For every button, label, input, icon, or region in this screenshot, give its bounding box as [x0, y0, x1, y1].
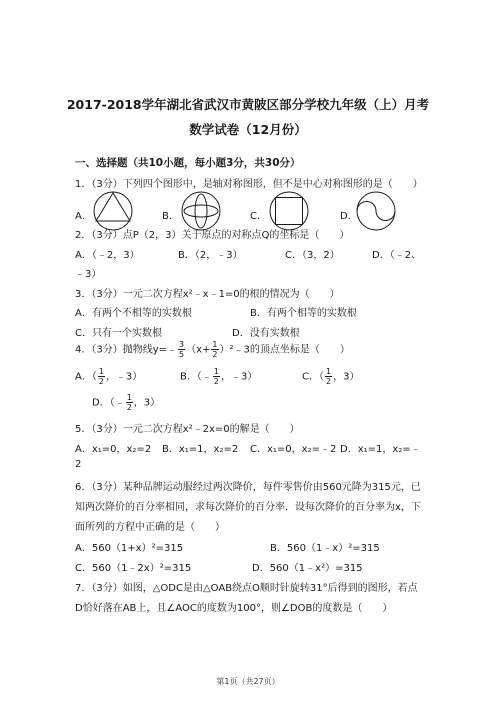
section-heading: 一、选择题（共10小题，每小题3分，共30分） [75, 157, 301, 169]
question-5-option-a: A．x₁=0，x₂=2 [75, 444, 152, 455]
question-6-stem-line3: 面所列的方程中正确的是（ ） [75, 522, 225, 533]
question-5-option-c: C．x₁=0，x₂=﹣2 [250, 444, 337, 455]
question-3-option-d: D．没有实数根 [232, 328, 300, 339]
question-1-stem: 1．（3分）下列四个图形中，是轴对称图形，但不是中心对称图形的是（ ） [75, 179, 423, 190]
question-6-option-c: C．560（1﹣2x）²=315 [75, 563, 192, 574]
question-4-option-d: D．（﹣ $\frac{1}{2}$ ，3） [92, 393, 161, 412]
question-3-option-a: A．有两个不相等的实数根 [75, 308, 192, 319]
question-6-option-b: B．560（1﹣x）²=315 [270, 543, 380, 554]
question-1-option-a: A． [75, 211, 92, 222]
question-4-stem: 4．（3分）抛物线y=﹣ $\frac{3}{5}$ （x+ $\frac{1}{2}$ ）²﹣3的顶点坐标是（ ） [75, 340, 350, 359]
question-4-option-c: C．（ $\frac{1}{2}$ ，3） [302, 367, 360, 386]
page-footer: 第1页（共27页） [216, 677, 280, 686]
question-7-stem-line1: 7．（3分）如图，△ODC是由△OAB绕点O顺时针旋转31°后得到的图形，若点 [75, 583, 418, 594]
question-4-option-a: A．（ $\frac{1}{2}$ ，﹣3） [75, 367, 143, 386]
question-1-option-b: B． [162, 211, 179, 222]
question-2-stem: 2．（3分）点P（2，3）关于原点的对称点Q的坐标是（ ） [75, 230, 350, 241]
question-6-stem-line2: 知两次降价的百分率相同，求每次降价的百分率．设每次降价的百分率为x，下 [75, 502, 421, 513]
question-5-option-d-cont: 2 [75, 459, 82, 470]
question-3-option-b: B．有两个相等的实数根 [250, 308, 357, 319]
question-5-option-d: D．x₁=1，x₂=﹣ [340, 444, 421, 455]
question-2-option-a: A．（﹣2，3） [75, 250, 140, 261]
question-5-option-b: B．x₁=1，x₂=2 [162, 444, 239, 455]
question-5-stem: 5．（3分）一元二次方程x²﹣2x=0的解是（ ） [75, 424, 300, 435]
question-6-option-a: A．560（1+x）²=315 [75, 543, 184, 554]
question-1-option-c: C． [250, 211, 267, 222]
fraction-3-5: $\frac{3}{5}$ [179, 340, 185, 359]
exam-subtitle: 数学试卷（12月份） [189, 122, 307, 137]
fraction-1-2: $\frac{1}{2}$ [212, 340, 218, 359]
figure-circle-taiji [355, 190, 397, 232]
question-6-stem-line1: 6．（3分）某种品牌运动服经过两次降价，每件零售价由560元降为315元，已 [75, 482, 421, 493]
question-6-option-d: D．560（1﹣x²）=315 [252, 563, 363, 574]
question-2-option-c: C．（3，2） [285, 250, 340, 261]
question-1-option-d: D． [340, 211, 358, 222]
question-2-option-b: B．（2，﹣3） [178, 250, 243, 261]
question-2-option-d-cont: ﹣3） [75, 269, 102, 280]
question-7-stem-line2: D恰好落在AB上，且∠AOC的度数为100°，则∠DOB的度数是（ ） [75, 603, 393, 614]
question-4-option-b: B．（﹣ $\frac{1}{2}$ ，﹣3） [180, 367, 258, 386]
question-3-stem: 3．（3分）一元二次方程x²﹣x﹣1=0的根的情况为（ ） [75, 289, 340, 300]
question-3-option-c: C．只有一个实数根 [75, 328, 162, 339]
question-2-option-d: D．（﹣2、 [372, 250, 422, 261]
exam-title: 2017-2018学年湖北省武汉市黄陂区部分学校九年级（上）月考 [66, 97, 430, 112]
